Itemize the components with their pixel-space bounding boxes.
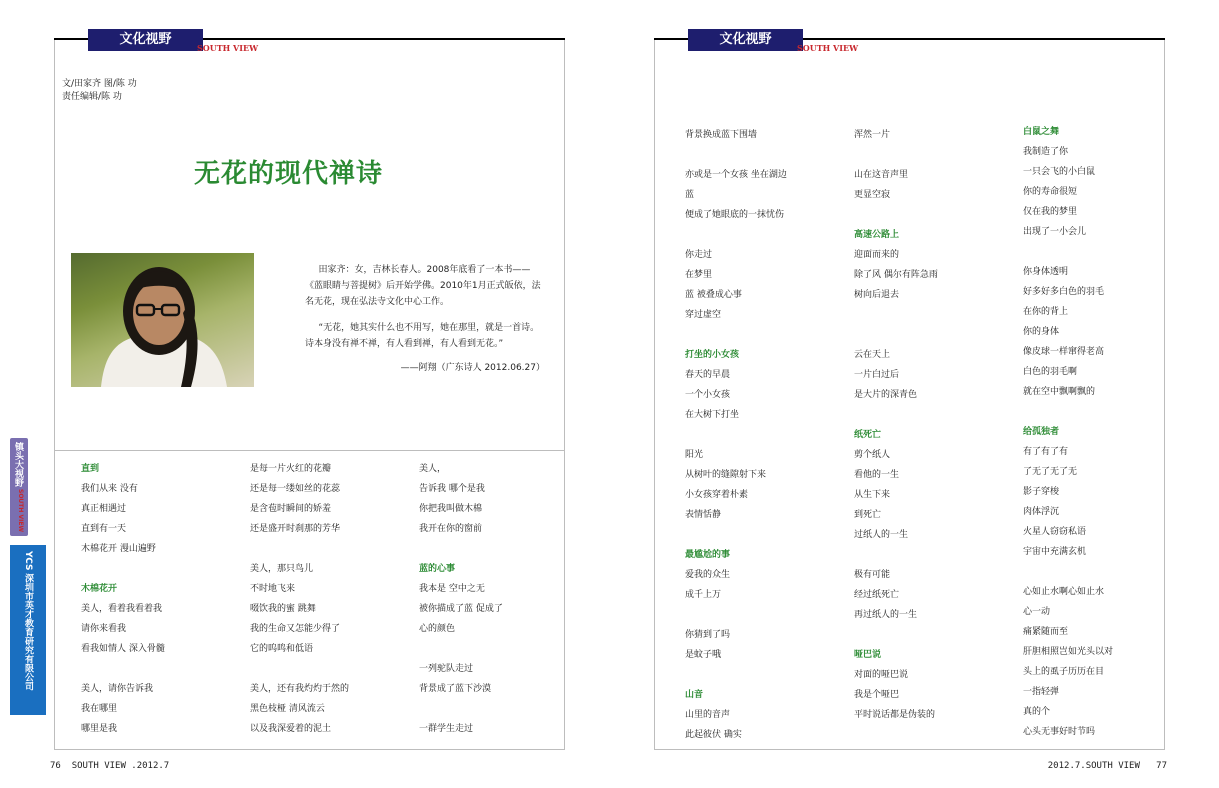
poem-heading: 山音 <box>685 690 704 700</box>
credit-line-2: 责任编辑/陈 功 <box>62 92 122 102</box>
poem-line: 极有可能 <box>854 570 891 580</box>
poem-line: 再过纸人的一生 <box>854 610 918 620</box>
poem-line <box>419 539 559 559</box>
poem-line: 过纸人的一生 <box>854 530 909 540</box>
poem-line <box>1023 402 1161 422</box>
poem-line: 美人， <box>419 464 447 474</box>
poem-line: 剪个纸人 <box>854 450 891 460</box>
poem-line: 亦或是一个女孩 坐在湖边 <box>685 170 787 180</box>
poem-line: 心一动 <box>1023 607 1051 617</box>
credit-line-1: 文/田家齐 图/陈 功 <box>62 79 137 89</box>
poem-line: 肝胆相照岂如光头以对 <box>1023 647 1114 657</box>
poem-line <box>250 539 410 559</box>
poem-line: 心头无事好时节吗 <box>1023 727 1096 737</box>
footer-left-text: SOUTH VIEW .2012.7 <box>71 761 170 771</box>
poem-line: 到死亡 <box>854 510 882 520</box>
poem-line: 迎面而来的 <box>854 250 900 260</box>
poem-line <box>685 145 835 165</box>
poem-heading: 最尴尬的事 <box>685 550 731 560</box>
poem-line <box>854 625 1004 645</box>
poem-column-right-2 <box>854 125 1004 725</box>
poem-line: 就在空中飘啊飘的 <box>1023 387 1096 397</box>
poem-line: 像皮球一样窜得老高 <box>1023 347 1105 357</box>
poem-line <box>419 639 559 659</box>
poem-line: 头上的虱子历历在目 <box>1023 667 1105 677</box>
poem-line <box>685 225 835 245</box>
poem-heading: 高速公路上 <box>854 230 900 240</box>
poem-line <box>854 305 1004 325</box>
author-portrait-image <box>71 253 254 387</box>
poem-line <box>685 425 835 445</box>
poem-line <box>854 405 1004 425</box>
poem-column-left-1 <box>81 459 241 739</box>
poem-line <box>250 659 410 679</box>
poem-line: 黑色枝桠 清风流云 <box>250 704 325 714</box>
poem-line: 背景成了蓝下沙漠 <box>419 684 492 694</box>
poem-line: 云在天上 <box>854 350 891 360</box>
side-tab-sponsor-label: YCS 深圳市英才教育研究有限公司 <box>23 551 33 691</box>
poem-heading: 打坐的小女孩 <box>685 350 740 360</box>
section-tag-en-right: SOUTH VIEW <box>797 43 859 53</box>
poem-line: 真正相遇过 <box>81 504 127 514</box>
poem-line: 山在这音声里 <box>854 170 909 180</box>
poem-line: 直到有一天 <box>81 524 127 534</box>
poem-line: 从生下来 <box>854 490 891 500</box>
bio-signature: ——阿翔（广东诗人 2012.06.27） <box>400 363 545 373</box>
poem-line: 它的呜鸣和低语 <box>250 644 314 654</box>
poem-line <box>685 665 835 685</box>
poem-line <box>685 525 835 545</box>
poem-line: 我制造了你 <box>1023 147 1069 157</box>
poem-line: 在梦里 <box>685 270 713 280</box>
poem-line <box>419 699 559 719</box>
poem-heading: 给孤独者 <box>1023 427 1060 437</box>
poem-line: 小女孩穿着朴素 <box>685 490 749 500</box>
side-tab-section <box>10 438 28 536</box>
poem-line: 在你的背上 <box>1023 307 1069 317</box>
poem-column-left-3 <box>419 459 559 739</box>
poem-line: 便成了她眼底的一抹忧伤 <box>685 210 785 220</box>
poem-column-right-3 <box>1023 122 1161 742</box>
poem-line: 心如止水啊心如止水 <box>1023 587 1105 597</box>
poem-line: 我在哪里 <box>81 704 118 714</box>
credits <box>62 78 137 104</box>
footer-right <box>1048 761 1167 771</box>
poem-line <box>81 659 241 679</box>
poem-line: 平时说话都是伪装的 <box>854 710 936 720</box>
poem-line <box>1023 562 1161 582</box>
poem-line: 你身体透明 <box>1023 267 1069 277</box>
poem-line: 还是每一缕如丝的花蕊 <box>250 484 341 494</box>
poem-line: 看我如情人 深入骨髓 <box>81 644 165 654</box>
poem-line: 白色的羽毛啊 <box>1023 367 1078 377</box>
poem-line: 穿过虚空 <box>685 310 722 320</box>
poem-line: 此起彼伏 确实 <box>685 730 742 740</box>
footer-right-text: 2012.7.SOUTH VIEW <box>1047 761 1140 771</box>
side-tab-sponsor <box>10 545 46 715</box>
poem-line: 告诉我 哪个是我 <box>419 484 485 494</box>
poem-line: 是含苞时瞬间的娇羞 <box>250 504 332 514</box>
poem-line: 对面的哑巴说 <box>854 670 909 680</box>
poem-line: 我是个哑巴 <box>854 690 900 700</box>
section-tag-en-left: SOUTH VIEW <box>197 43 259 53</box>
poem-line: 真的个 <box>1023 707 1051 717</box>
poem-line: 你的寿命很短 <box>1023 187 1078 197</box>
poem-heading: 纸死亡 <box>854 430 882 440</box>
poem-line: 美人，请你告诉我 <box>81 684 154 694</box>
poem-line: 我开在你的窗前 <box>419 524 483 534</box>
author-bio <box>305 262 545 376</box>
poem-line: 看他的一生 <box>854 470 900 480</box>
poem-heading: 木棉花开 <box>81 584 118 594</box>
poem-line: 爱我的众生 <box>685 570 731 580</box>
poem-line: 一片白过后 <box>854 370 900 380</box>
poem-line: 我本是 空中之无 <box>419 584 485 594</box>
poem-column-left-2 <box>250 459 410 739</box>
poem-line: 影子穿梭 <box>1023 487 1060 497</box>
bio-quote: “无花，她其实什么也不用写，她在那里，就是一首诗。诗本身没有禅不禅，有人看到禅，有人看到无花。” <box>305 323 540 349</box>
poem-line: 肉体浮沉 <box>1023 507 1060 517</box>
poem-line: 哪里是我 <box>81 724 118 734</box>
poem-line: 美人，还有我灼灼于然的 <box>250 684 350 694</box>
section-tag-left: 文化视野 <box>88 29 203 51</box>
poem-line: 还是盛开时刹那的芳华 <box>250 524 341 534</box>
poem-line: 啜饮我的蜜 跳舞 <box>250 604 316 614</box>
page-number-right: 77 <box>1156 761 1167 771</box>
poem-line <box>685 605 835 625</box>
poem-line: 火星人窃窃私语 <box>1023 527 1087 537</box>
poem-line: 了无了无了无 <box>1023 467 1078 477</box>
poem-line: 不时地飞来 <box>250 584 296 594</box>
poem-line: 我的生命又怎能少得了 <box>250 624 341 634</box>
poem-line: 更显空寂 <box>854 190 891 200</box>
footer-left <box>50 761 169 771</box>
poem-line: 阳光 <box>685 450 704 460</box>
poem-line: 你猜到了吗 <box>685 630 731 640</box>
poem-line: 是大片的深青色 <box>854 390 918 400</box>
poem-line: 出现了一小会儿 <box>1023 227 1087 237</box>
poem-line: 一个小女孩 <box>685 390 731 400</box>
poem-line: 心的颜色 <box>419 624 456 634</box>
poem-line: 树向后退去 <box>854 290 900 300</box>
poem-line: 浑然一片 <box>854 130 891 140</box>
author-photo <box>71 253 254 387</box>
poem-line: 表情恬静 <box>685 510 722 520</box>
poem-heading: 蓝的心事 <box>419 564 456 574</box>
poem-line: 被你描成了蓝 促成了 <box>419 604 503 614</box>
page-title: 无花的现代禅诗 <box>194 159 384 189</box>
poem-line: 你把我叫做木棉 <box>419 504 483 514</box>
poem-line <box>854 145 1004 165</box>
poem-line: 你走过 <box>685 250 713 260</box>
poem-line: 仅在我的梦里 <box>1023 207 1078 217</box>
poem-line: 蓝 <box>685 190 695 200</box>
poem-line: 从树叶的缝隙射下来 <box>685 470 767 480</box>
side-tab-label-en: SOUTH VIEW <box>17 489 24 533</box>
poem-line: 是蚊子哦 <box>685 650 722 660</box>
poem-line: 经过纸死亡 <box>854 590 900 600</box>
poem-line: 一群学生走过 <box>419 724 474 734</box>
bio-intro: 田家齐：女，吉林长春人。2008年底看了一本书——《蓝眼睛与菩提树》后开始学佛。2010年1月正式皈依，法名无花，现在弘法寺文化中心工作。 <box>305 265 541 307</box>
poem-column-right-1 <box>685 125 835 745</box>
poem-line <box>854 325 1004 345</box>
poem-line: 除了风 偶尔有阵急雨 <box>854 270 938 280</box>
poem-line: 请你来看我 <box>81 624 127 634</box>
poem-line: 木棉花开 漫山遍野 <box>81 544 156 554</box>
poem-line: 美人，那只鸟儿 <box>250 564 314 574</box>
poem-line: 好多好多白色的羽毛 <box>1023 287 1105 297</box>
poem-line: 一只会飞的小白鼠 <box>1023 167 1096 177</box>
poem-line <box>854 205 1004 225</box>
poem-heading: 哑巴说 <box>854 650 882 660</box>
poem-line: 成千上万 <box>685 590 722 600</box>
poem-line: 是每一片火红的花瓣 <box>250 464 332 474</box>
section-tag-right: 文化视野 <box>688 29 803 51</box>
poem-line: 蓝 被叠成心事 <box>685 290 742 300</box>
left-divider <box>54 450 565 451</box>
poem-line <box>81 559 241 579</box>
side-tab-label: 镇头大视野 <box>13 442 23 487</box>
poem-line: 山里的音声 <box>685 710 731 720</box>
poem-line <box>685 325 835 345</box>
poem-line <box>854 545 1004 565</box>
poem-line: 宇宙中充满玄机 <box>1023 547 1087 557</box>
poem-line: 痛紧随而至 <box>1023 627 1069 637</box>
poem-line: 春天的早晨 <box>685 370 731 380</box>
poem-line: 美人，看着我看着我 <box>81 604 163 614</box>
poem-line: 一列驼队走过 <box>419 664 474 674</box>
poem-line: 以及我深爱着的泥土 <box>250 724 332 734</box>
poem-line: 有了有了有 <box>1023 447 1069 457</box>
poem-line: 一指轻弹 <box>1023 687 1060 697</box>
poem-line: 你的身体 <box>1023 327 1060 337</box>
poem-heading: 直到 <box>81 464 100 474</box>
poem-line: 在大树下打坐 <box>685 410 740 420</box>
poem-line <box>1023 242 1161 262</box>
poem-line: 我们从来 没有 <box>81 484 138 494</box>
poem-line: 背景换成蓝下围墙 <box>685 130 758 140</box>
page-number-left: 76 <box>50 761 61 771</box>
poem-heading: 白鼠之舞 <box>1023 127 1060 137</box>
